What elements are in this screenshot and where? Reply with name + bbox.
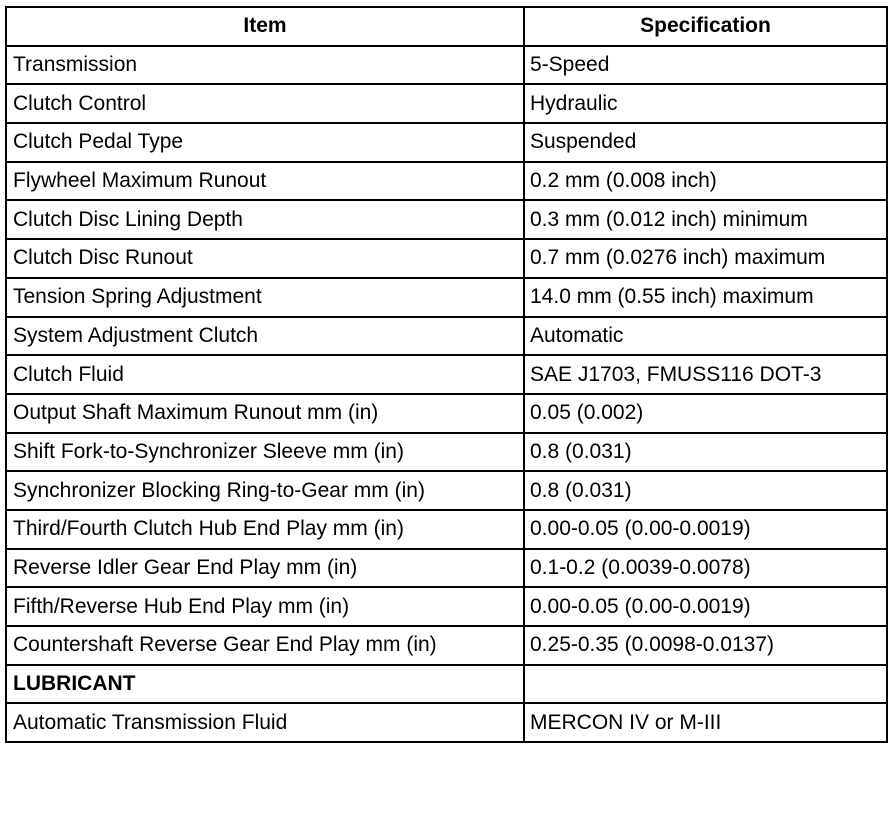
table-row <box>6 123 887 162</box>
specification-cell: 0.25-0.35 (0.0098-0.0137) <box>524 626 887 665</box>
specification-cell: 0.8 (0.031) <box>524 433 887 472</box>
table-row <box>6 549 887 588</box>
table-row <box>6 84 887 123</box>
item-cell: Output Shaft Maximum Runout mm (in) <box>6 394 524 433</box>
specification-cell: Suspended <box>524 123 887 162</box>
table-row <box>6 162 887 201</box>
item-cell: Transmission <box>6 46 524 85</box>
table-body <box>6 46 887 742</box>
table-row <box>6 471 887 510</box>
specification-cell: 0.2 mm (0.008 inch) <box>524 162 887 201</box>
header-item: Item <box>6 7 524 46</box>
specification-cell: SAE J1703, FMUSS116 DOT-3 <box>524 355 887 394</box>
item-cell: Clutch Fluid <box>6 355 524 394</box>
specification-cell: 5-Speed <box>524 46 887 85</box>
table-row <box>6 587 887 626</box>
item-cell: Tension Spring Adjustment <box>6 278 524 317</box>
table-row <box>6 510 887 549</box>
item-cell: Automatic Transmission Fluid <box>6 703 524 742</box>
item-cell: Flywheel Maximum Runout <box>6 162 524 201</box>
table-row <box>6 355 887 394</box>
specification-cell: MERCON IV or M-III <box>524 703 887 742</box>
specification-cell: 0.00-0.05 (0.00-0.0019) <box>524 587 887 626</box>
item-cell: Reverse Idler Gear End Play mm (in) <box>6 549 524 588</box>
specification-cell: 0.7 mm (0.0276 inch) maximum <box>524 239 887 278</box>
section-label: LUBRICANT <box>6 665 524 704</box>
specification-cell: 0.8 (0.031) <box>524 471 887 510</box>
specification-cell: 14.0 mm (0.55 inch) maximum <box>524 278 887 317</box>
table-row <box>6 46 887 85</box>
item-cell: Third/Fourth Clutch Hub End Play mm (in) <box>6 510 524 549</box>
specification-cell: 0.00-0.05 (0.00-0.0019) <box>524 510 887 549</box>
table-row <box>6 239 887 278</box>
specification-table <box>5 6 888 743</box>
header-specification: Specification <box>524 7 887 46</box>
item-cell: Clutch Control <box>6 84 524 123</box>
table-header-row <box>6 7 887 46</box>
specification-cell <box>524 665 887 704</box>
item-cell: Synchronizer Blocking Ring-to-Gear mm (in) <box>6 471 524 510</box>
item-cell: System Adjustment Clutch <box>6 317 524 356</box>
item-cell: Clutch Disc Runout <box>6 239 524 278</box>
table-row <box>6 703 887 742</box>
table-row <box>6 278 887 317</box>
table-row <box>6 200 887 239</box>
table-row <box>6 394 887 433</box>
table-row <box>6 317 887 356</box>
item-cell: Clutch Disc Lining Depth <box>6 200 524 239</box>
specification-cell: 0.05 (0.002) <box>524 394 887 433</box>
specification-cell: 0.1-0.2 (0.0039-0.0078) <box>524 549 887 588</box>
item-cell: Shift Fork-to-Synchronizer Sleeve mm (in) <box>6 433 524 472</box>
table-row <box>6 626 887 665</box>
item-cell: Clutch Pedal Type <box>6 123 524 162</box>
item-cell: Fifth/Reverse Hub End Play mm (in) <box>6 587 524 626</box>
section-row <box>6 665 887 704</box>
item-cell: Countershaft Reverse Gear End Play mm (in) <box>6 626 524 665</box>
table-row <box>6 433 887 472</box>
specification-cell: 0.3 mm (0.012 inch) minimum <box>524 200 887 239</box>
specification-cell: Hydraulic <box>524 84 887 123</box>
specification-cell: Automatic <box>524 317 887 356</box>
